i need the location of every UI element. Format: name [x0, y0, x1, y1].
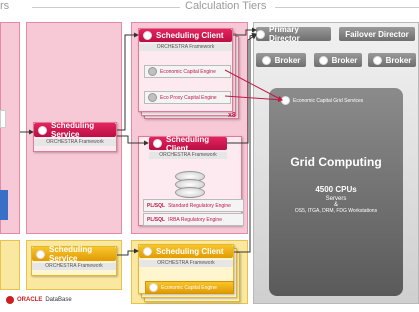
- scheduling-client-title-2: Scheduling Client: [166, 134, 210, 153]
- scheduling-service-yellow-subtitle: ORCHESTRA Framework: [32, 263, 116, 270]
- grid-ampersand: &: [333, 202, 338, 208]
- grid-service-label: Economic Capital Grid Services: [293, 97, 364, 104]
- scheduling-service-yellow-title: Scheduling Service: [49, 245, 93, 263]
- service-to-client-lines: [20, 30, 256, 255]
- engine-to-grid-lines: [225, 70, 282, 100]
- grid-cpu-count: 4500 CPUs: [315, 185, 357, 194]
- multiplier-label: x8: [228, 112, 236, 119]
- scheduling-service-title: Scheduling Service: [51, 121, 95, 139]
- scheduling-client-subtitle-2: ORCHESTRA Framework: [149, 152, 227, 159]
- oracle-brand: ORACLE: [17, 297, 43, 303]
- service-to-client3-line: [117, 251, 138, 255]
- plsql-label: PL/SQL: [147, 202, 166, 209]
- engine-label: Eco Proxy Capital Engine: [160, 94, 217, 101]
- engine-label: Economic Capital Engine: [161, 284, 217, 291]
- broker-label: Broker: [385, 55, 412, 65]
- plsql-label: PL/SQL: [147, 216, 166, 223]
- scheduling-client-subtitle-1: ORCHESTRA Framework: [139, 44, 232, 51]
- primary-director-label: Primary Director: [269, 25, 300, 43]
- scheduling-client-title-3: Scheduling Client: [156, 247, 224, 256]
- failover-director-label: Failover Director: [345, 29, 409, 39]
- engine-to-grid-line-1: [225, 70, 282, 100]
- service-to-client1-line: [117, 35, 138, 130]
- engine-to-grid-line-2: [225, 96, 282, 100]
- calculation-tiers-title: Calculation Tiers: [185, 0, 267, 12]
- client2-to-director-line: [227, 35, 256, 143]
- scheduling-client-title-1: Scheduling Client: [156, 31, 224, 40]
- tier-title-left: rs: [0, 0, 10, 12]
- grid-computing-title: Grid Computing: [290, 155, 382, 169]
- service-to-client2-line: [117, 136, 148, 143]
- scheduling-client-subtitle-3: ORCHESTRA Framework: [139, 260, 233, 267]
- grid-servers-label: Servers: [325, 196, 347, 202]
- broker-label: Broker: [274, 55, 301, 65]
- engine-label: Standard Regulatory Engine: [168, 202, 231, 209]
- broker-label: Broker: [331, 55, 358, 65]
- engine-label: IRBA Regulatory Engine: [168, 216, 222, 223]
- scheduling-service-subtitle: ORCHESTRA Framework: [34, 139, 116, 146]
- grid-workstations-label: OS5, ITGA, DRM, FDG Workstations: [294, 208, 378, 214]
- oracle-product: DataBase: [45, 297, 72, 303]
- client1-to-director-line: [233, 30, 256, 35]
- engine-label: Economic Capital Engine: [160, 68, 216, 75]
